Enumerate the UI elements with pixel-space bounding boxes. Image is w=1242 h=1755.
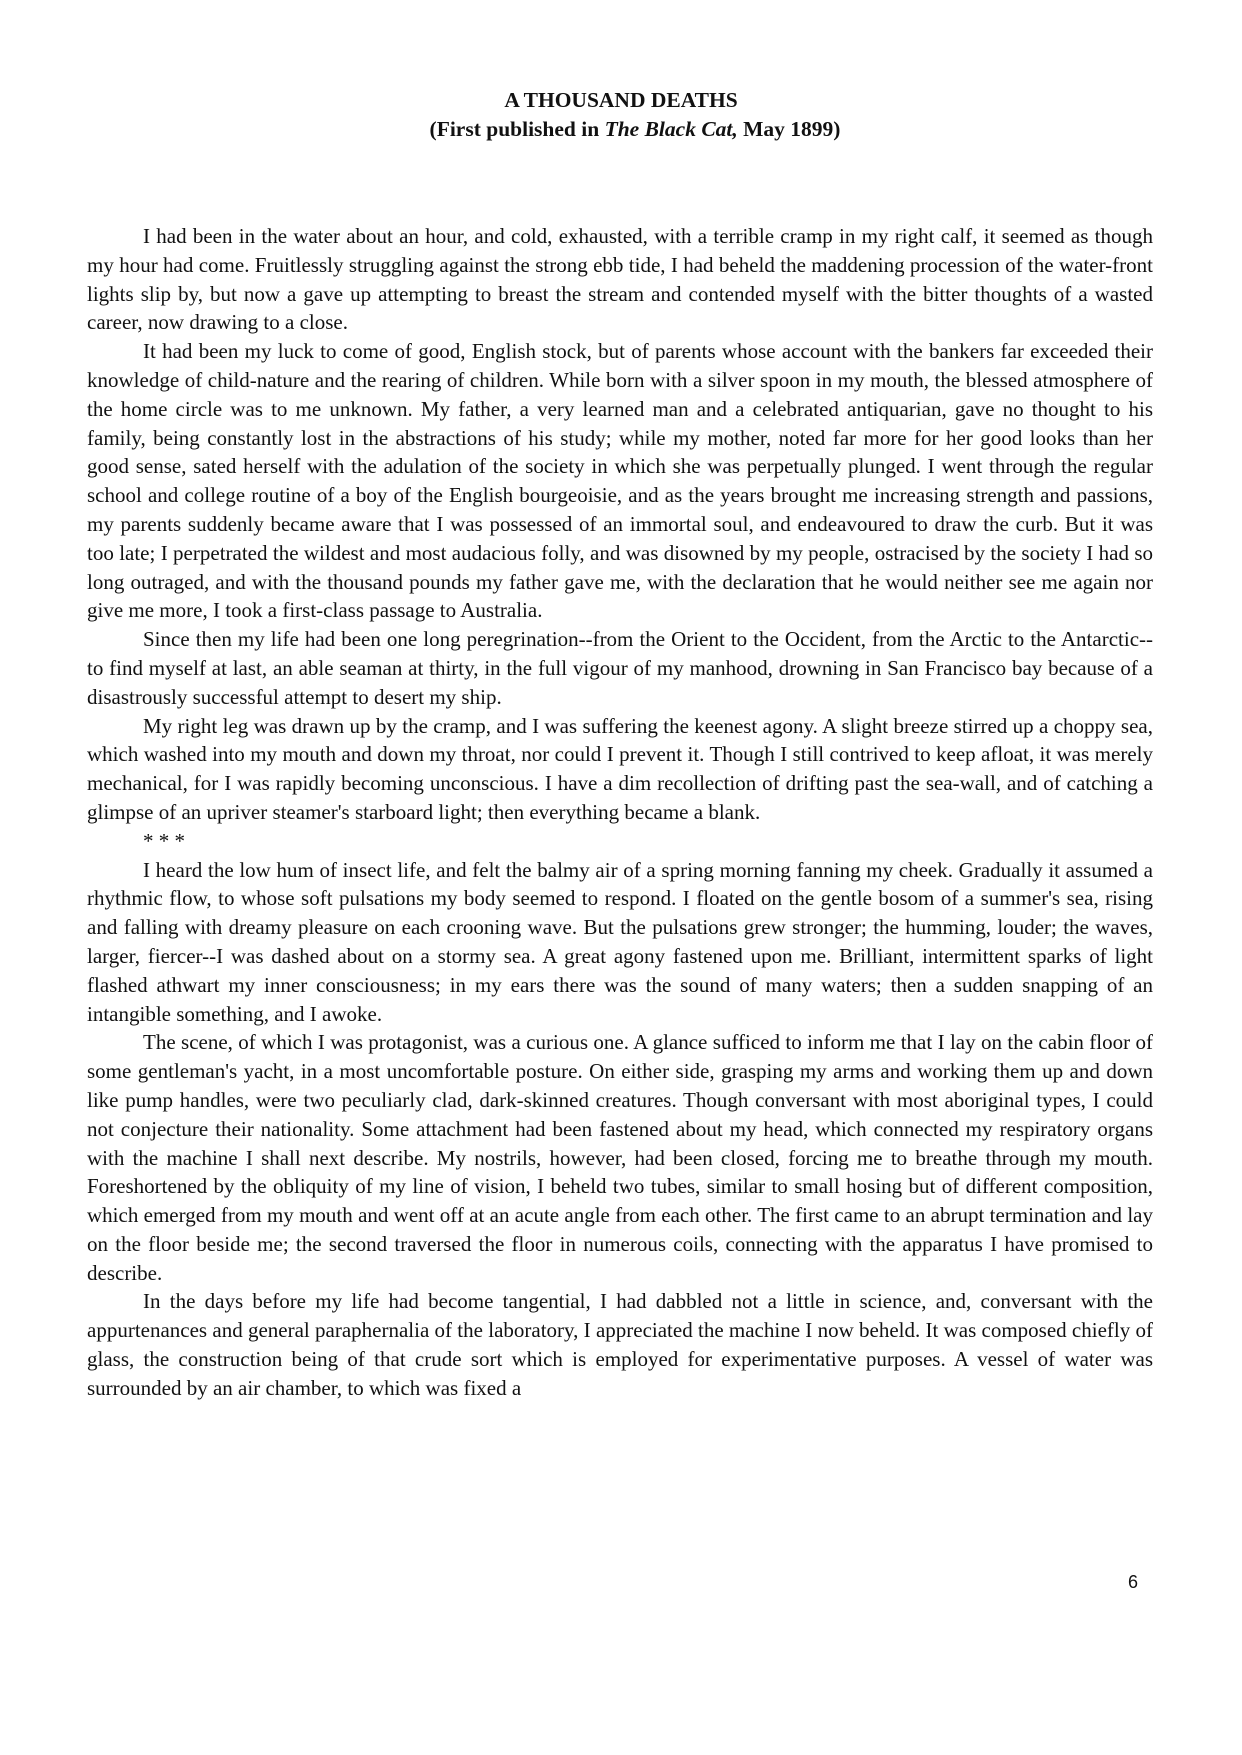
paragraph: My right leg was drawn up by the cramp, and I was suffering the keenest agony. A slight breeze stirred up a choppy sea, which washed into my mouth and down my throat, nor could I prevent it. Though I still contrived to keep afloat, it was merely mechanical, for I was rapidly becoming unconscious. I have a dim recollection of drifting past the sea-wall, and of catching a glimpse of an upriver steamer's starboard light; then everything became a blank. bbox=[87, 713, 1153, 824]
publication-name: The Black Cat, bbox=[604, 117, 738, 141]
paragraph: I heard the low hum of insect life, and felt the balmy air of a spring morning fanning my cheek. Gradually it assumed a rhythmic flow, to whose soft pulsations my body seemed to respond. I floated on the gentle bosom of a summer's sea, rising and falling with dreamy pleasure on each crooning wave. But the pulsations grew stronger; the humming, louder; the waves, larger, fiercer--I was dashed about on a stormy sea. A great agony fastened upon me. Brilliant, intermittent sparks of light flashed athwart my inner consciousness; in my ears there was the sound of many waters; then a sudden snapping of an intangible something, and I awoke. bbox=[87, 857, 1153, 1026]
publication-note-prefix: (First published in bbox=[429, 117, 605, 141]
section-break: * * * bbox=[143, 828, 185, 853]
paragraph: In the days before my life had become tangential, I had dabbled not a little in science, and, conversant with the appurtenances and general paraphernalia of the laboratory, I appreciated the machine I now beheld. It was composed chiefly of glass, the construction being of that crude sort which is employed for experimentative purposes. A vessel of water was surrounded by an air chamber, to which was fixed a bbox=[87, 1289, 1153, 1400]
story-title: A THOUSAND DEATHS bbox=[504, 88, 738, 112]
story-body bbox=[87, 222, 1153, 1403]
paragraph: I had been in the water about an hour, and cold, exhausted, with a terrible cramp in my right calf, it seemed as though my hour had come. Fruitlessly struggling against the strong ebb tide, I had beheld the maddening procession of the water-front lights slip by, but now a gave up attempting to breast the stream and contended myself with the bitter thoughts of a wasted career, now drawing to a close. bbox=[87, 224, 1153, 335]
paragraph: Since then my life had been one long peregrination--from the Orient to the Occident, from the Arctic to the Antarctic--to find myself at last, an able seaman at thirty, in the full vigour of my manhood, drowning in San Francisco bay because of a disastrously successful attempt to desert my ship. bbox=[87, 627, 1153, 709]
publication-note bbox=[28, 115, 1242, 144]
paragraph: The scene, of which I was protagonist, was a curious one. A glance sufficed to inform me that I lay on the cabin floor of some gentleman's yacht, in a most uncomfortable posture. On either side, grasping my arms and working them up and down like pump handles, were two peculiarly clad, dark-skinned creatures. Though conversant with most aboriginal types, I could not conjecture their nationality. Some attachment had been fastened about my head, which connected my respiratory organs with the machine I shall next describe. My nostrils, however, had been closed, forcing me to breathe through my mouth. Foreshortened by the obliquity of my line of vision, I beheld two tubes, similar to small hosing but of different composition, which emerged from my mouth and went off at an acute angle from each other. The first came to an abrupt termination and lay on the floor beside me; the second traversed the floor in numerous coils, connecting with the apparatus I have promised to describe. bbox=[87, 1030, 1153, 1285]
publication-note-suffix: May 1899) bbox=[737, 117, 841, 141]
page-number: 6 bbox=[1128, 1572, 1139, 1592]
paragraph: It had been my luck to come of good, English stock, but of parents whose account with the bankers far exceeded their knowledge of child-nature and the rearing of children. While born with a silver spoon in my mouth, the blessed atmosphere of the home circle was to me unknown. My father, a very learned man and a celebrated antiquarian, gave no thought to his family, being constantly lost in the abstractions of his study; while my mother, noted far more for her good looks than her good sense, sated herself with the adulation of the society in which she was perpetually plunged. I went through the regular school and college routine of a boy of the English bourgeoisie, and as the years brought me increasing strength and passions, my parents suddenly became aware that I was possessed of an immortal soul, and endeavoured to draw the curb. But it was too late; I perpetrated the wildest and most audacious folly, and was disowned by my people, ostracised by the society I had so long outraged, and with the thousand pounds my father gave me, with the declaration that he would neither see me again nor give me more, I took a first-class passage to Australia. bbox=[87, 339, 1153, 623]
title-block bbox=[0, 86, 1242, 144]
